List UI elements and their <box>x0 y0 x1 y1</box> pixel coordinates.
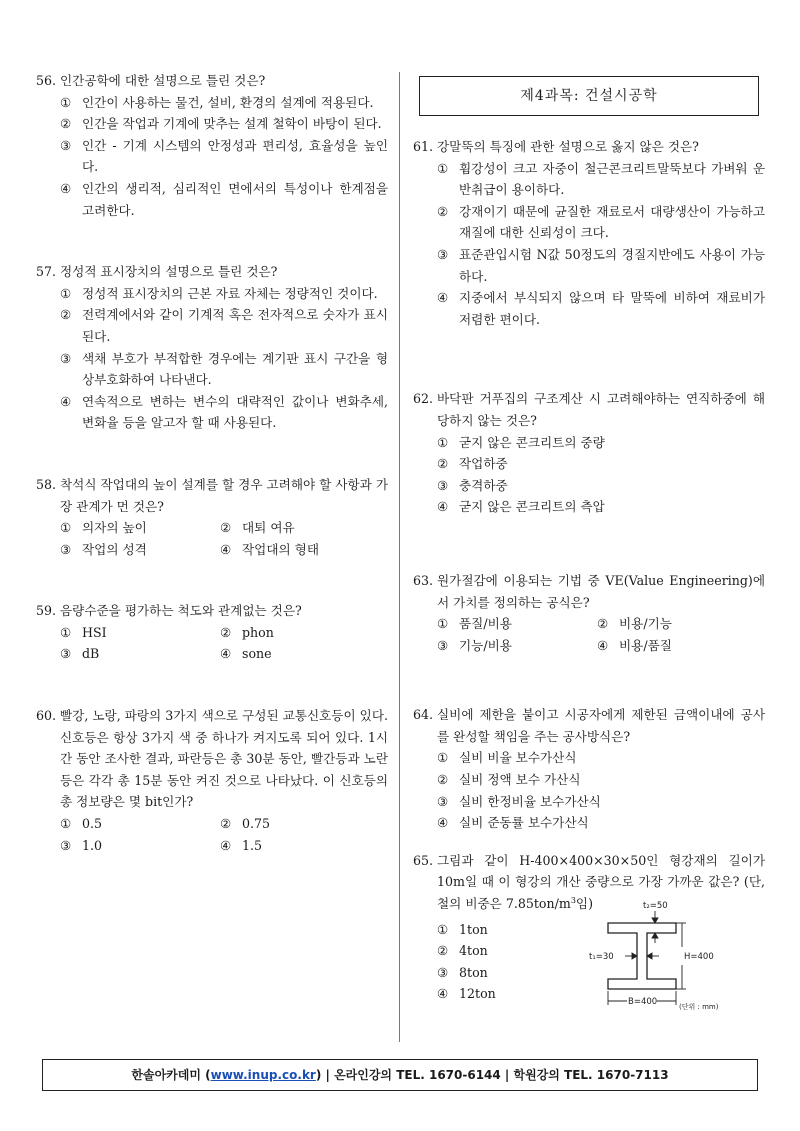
option[interactable] <box>220 539 380 561</box>
option-mark: ③ <box>437 793 449 809</box>
option-text: 0.75 <box>242 816 271 832</box>
option-mark: ② <box>437 203 449 219</box>
question-56 <box>36 70 388 221</box>
question-stem: 바닥판 거푸집의 구조계산 시 고려해야하는 연직하중에 해당하지 않는 것은? <box>437 391 765 428</box>
option-text: sone <box>242 646 272 662</box>
option-grid <box>60 813 388 856</box>
option-text: 실비 비율 보수가산식 <box>459 750 577 766</box>
question-number: 56. <box>36 73 57 88</box>
question-number: 63. <box>413 572 434 588</box>
option-mark: ② <box>220 624 232 640</box>
option-mark: ① <box>60 624 72 640</box>
question-stem: 음량수준을 평가하는 척도와 관계없는 것은? <box>60 603 302 619</box>
option[interactable] <box>597 635 757 657</box>
t1-label: t₁=30 <box>589 951 614 962</box>
t2-arrowhead-bottom <box>652 933 658 938</box>
option-text: 연속적으로 변하는 변수의 대략적인 값이나 변화추세, 변화율 등을 알고자 할 때 사용된다. <box>82 393 388 431</box>
option-mark: ① <box>437 616 449 632</box>
option[interactable] <box>60 517 220 539</box>
option-text: 0.5 <box>82 816 103 832</box>
option-text: 지중에서 부식되지 않으며 타 말뚝에 비하여 재료비가 저렴한 편이다. <box>459 290 765 327</box>
option[interactable] <box>60 113 388 135</box>
question-58 <box>36 474 388 560</box>
option-mark: ③ <box>60 350 72 366</box>
question-61 <box>413 136 765 330</box>
unit-label: (단위 : mm) <box>679 1002 719 1011</box>
footer-contact: ) | 온라인강의 TEL. 1670-6144 | 학원강의 TEL. 1670-7113 <box>315 1068 669 1082</box>
option-mark: ① <box>437 750 449 766</box>
option[interactable] <box>220 835 380 857</box>
option-mark: ③ <box>437 637 449 653</box>
option[interactable] <box>60 92 388 114</box>
option-text: 비용/품질 <box>619 637 672 653</box>
t2-label: t₂=50 <box>643 900 668 911</box>
option-text: 충격하중 <box>459 477 508 493</box>
option-text: 작업하중 <box>459 456 508 472</box>
question-number: 60. <box>36 708 57 724</box>
option-mark: ④ <box>60 393 72 409</box>
option-text: 표준관입시험 N값 50정도의 경질지반에도 사용이 가능하다. <box>459 246 765 284</box>
option[interactable] <box>60 178 388 221</box>
option[interactable] <box>437 496 765 518</box>
footer-bar <box>42 1059 758 1091</box>
option-mark: ④ <box>220 837 232 853</box>
option[interactable] <box>437 244 765 287</box>
option-mark: ④ <box>220 646 232 662</box>
question-stem: 원가절감에 이용되는 기법 중 VE(Value Engineering)에서 가치를 정의하는 공식은? <box>437 572 765 610</box>
option[interactable] <box>437 613 597 635</box>
question-stem-part: 임) <box>575 896 594 912</box>
question-62 <box>413 388 765 518</box>
option[interactable] <box>220 517 380 539</box>
option-text: 굳지 않은 콘크리트의 중량 <box>459 434 605 450</box>
question-number: 61. <box>413 139 434 154</box>
option-text: 의자의 높이 <box>82 520 147 536</box>
option[interactable] <box>220 643 380 665</box>
option-mark: ① <box>60 520 72 536</box>
option-mark: ③ <box>437 477 449 493</box>
footer-website-link[interactable]: www.inup.co.kr <box>210 1068 316 1082</box>
option-mark: ③ <box>60 837 72 853</box>
option-mark: ③ <box>60 137 72 153</box>
option[interactable] <box>60 348 388 391</box>
question-number: 58. <box>36 476 57 492</box>
question-stem: 인간공학에 대한 설명으로 틀린 것은? <box>60 73 266 88</box>
column-divider <box>399 72 400 1042</box>
option-text: 실비 준동률 보수가산식 <box>459 815 589 831</box>
option-text: 작업대의 형태 <box>242 541 319 557</box>
option-text: 실비 정액 보수 가산식 <box>459 772 581 788</box>
question-59 <box>36 600 388 665</box>
option-text: 전력계에서와 같이 기계적 혹은 전자적으로 숫자가 표시된다. <box>82 307 388 344</box>
option[interactable] <box>437 747 765 769</box>
option-text: 인간의 생리적, 심리적인 면에서의 특성이나 한계점을 고려한다. <box>82 180 388 218</box>
option-mark: ① <box>437 434 449 450</box>
option[interactable] <box>60 622 220 644</box>
option-grid <box>60 622 388 665</box>
option-mark: ① <box>437 160 449 176</box>
h-beam-figure <box>583 897 763 1017</box>
option-mark: ④ <box>597 637 609 653</box>
option[interactable] <box>60 135 388 178</box>
question-number: 57. <box>36 264 57 280</box>
option[interactable] <box>437 919 496 941</box>
option-text: 8ton <box>459 964 488 980</box>
option[interactable] <box>60 283 388 305</box>
option[interactable] <box>437 635 597 657</box>
option-text: 인간을 작업과 기계에 맞추는 설계 철학이 바탕이 된다. <box>82 116 382 132</box>
option-mark: ② <box>597 616 609 632</box>
question-65 <box>413 850 765 1035</box>
t1-arrowhead-left <box>632 953 637 959</box>
option[interactable] <box>60 835 220 857</box>
option[interactable] <box>220 622 380 644</box>
right-column <box>413 70 765 1035</box>
option[interactable] <box>60 539 220 561</box>
option-mark: ② <box>60 307 72 323</box>
option[interactable] <box>220 813 380 835</box>
question-64 <box>413 704 765 834</box>
option[interactable] <box>437 432 765 454</box>
b-label: B=400 <box>628 996 658 1007</box>
question-stem: 빨강, 노랑, 파랑의 3가지 색으로 구성된 교통신호등이 있다. 신호등은 항상 3가지 색 중 하나가 켜지도록 되어 있다. 1시간 동안 조사한 결과, 파란등은 총 30분 동안, 빨간등과 노란등은 각각 총 15분 동안 켜진 것으로 나타났다. 이 신호등의 총 정보량은 몇 bit인가? <box>60 708 388 810</box>
option-mark: ③ <box>60 646 72 662</box>
question-stem: 착석식 작업대의 높이 설계를 할 경우 고려해야 할 사항과 가장 관계가 먼 것은? <box>60 476 389 514</box>
question-60 <box>36 705 388 856</box>
t2-arrowhead-top <box>652 918 658 923</box>
superscript: 3 <box>570 895 576 905</box>
option[interactable] <box>60 391 388 434</box>
question-stem-part: 그림과 같이 H-400×400×30×50인 형강재의 길이가 10m일 때 이 형강의 개산 중량으로 가장 가까운 값은? (단, 철의 비중은 7.85ton/m <box>437 852 765 912</box>
question-number: 65. <box>413 852 434 868</box>
option-mark: ② <box>437 456 449 472</box>
option[interactable] <box>437 287 765 330</box>
option[interactable] <box>437 769 765 791</box>
option-mark: ① <box>60 285 72 301</box>
option-mark: ① <box>60 94 72 110</box>
option-mark: ② <box>220 816 232 832</box>
option-list <box>413 919 496 1005</box>
option-text: 비용/기능 <box>619 616 672 632</box>
option-text: 정성적 표시장치의 근본 자료 자체는 정량적인 것이다. <box>82 285 378 301</box>
option-grid <box>437 613 765 656</box>
question-stem: 정성적 표시장치의 설명으로 틀린 것은? <box>60 264 278 280</box>
option[interactable] <box>597 613 757 635</box>
option-text: 굳지 않은 콘크리트의 측압 <box>459 499 605 515</box>
option-text: dB <box>82 646 100 662</box>
option-text: 4ton <box>459 943 488 959</box>
t1-arrowhead-right <box>647 953 652 959</box>
option[interactable] <box>437 962 496 984</box>
option-mark: ④ <box>220 541 232 557</box>
option-text: 작업의 성격 <box>82 541 147 557</box>
option-text: 색채 부호가 부적합한 경우에는 계기판 표시 구간을 형상부호화하여 나타낸다. <box>82 350 388 388</box>
option-text: 휨강성이 크고 자중이 철근콘크리트말뚝보다 가벼워 운반취급이 용이하다. <box>459 160 765 198</box>
option-text: 인간 - 기계 시스템의 안정성과 편리성, 효율성을 높인다. <box>82 137 388 175</box>
option[interactable] <box>437 453 765 475</box>
question-stem: 실비에 제한을 붙이고 시공자에게 제한된 금액이내에 공사를 완성할 책임을 주는 공사방식은? <box>437 707 765 744</box>
option-text: 1ton <box>459 921 488 937</box>
option-mark: ③ <box>437 246 449 262</box>
option[interactable] <box>60 643 220 665</box>
option-text: 품질/비용 <box>459 616 512 632</box>
option-mark: ① <box>60 816 72 832</box>
option-mark: ④ <box>437 986 449 1002</box>
question-57 <box>36 261 388 434</box>
option-text: 1.5 <box>242 837 263 853</box>
question-number: 59. <box>36 603 57 619</box>
option[interactable] <box>60 813 220 835</box>
option[interactable] <box>437 791 765 813</box>
question-number: 62. <box>413 391 434 407</box>
option[interactable] <box>437 940 496 962</box>
option[interactable] <box>437 201 765 244</box>
option-mark: ② <box>437 943 449 959</box>
question-stem: 강말뚝의 특징에 관한 설명으로 옳지 않은 것은? <box>437 139 699 154</box>
option[interactable] <box>437 983 496 1005</box>
h-beam-section <box>608 923 676 989</box>
question-63 <box>413 570 765 656</box>
question-number: 64. <box>413 707 434 723</box>
option-text: 기능/비용 <box>459 637 512 653</box>
option[interactable] <box>437 475 765 497</box>
option-grid <box>60 517 388 560</box>
option[interactable] <box>437 812 765 834</box>
option-text: 1.0 <box>82 837 103 853</box>
subject-title: 제4과목: 건설시공학 <box>419 76 759 116</box>
option-text: 대퇴 여유 <box>242 520 295 536</box>
option-text: 강재이기 때문에 균질한 재료로서 대량생산이 가능하고 재질에 대한 신뢰성이 크다. <box>459 203 765 241</box>
option[interactable] <box>437 158 765 201</box>
option-text: HSI <box>82 624 107 640</box>
option-mark: ① <box>437 921 449 937</box>
option[interactable] <box>60 304 388 347</box>
left-column <box>36 70 388 856</box>
option-mark: ③ <box>437 964 449 980</box>
option-text: phon <box>242 624 274 640</box>
option-mark: ④ <box>437 499 449 515</box>
h-label: H=400 <box>684 951 714 962</box>
option-text: 12ton <box>459 986 496 1002</box>
option-text: 실비 한정비율 보수가산식 <box>459 793 601 809</box>
option-mark: ④ <box>60 180 72 196</box>
option-mark: ② <box>437 772 449 788</box>
option-mark: ④ <box>437 815 449 831</box>
option-mark: ② <box>60 116 72 132</box>
footer-name: 한솔아카데미 ( <box>131 1068 211 1082</box>
option-text: 인간이 사용하는 물건, 설비, 환경의 설계에 적용된다. <box>82 94 374 110</box>
option-mark: ③ <box>60 541 72 557</box>
question-65-body <box>413 900 765 1035</box>
option-mark: ② <box>220 520 232 536</box>
option-mark: ④ <box>437 290 449 306</box>
